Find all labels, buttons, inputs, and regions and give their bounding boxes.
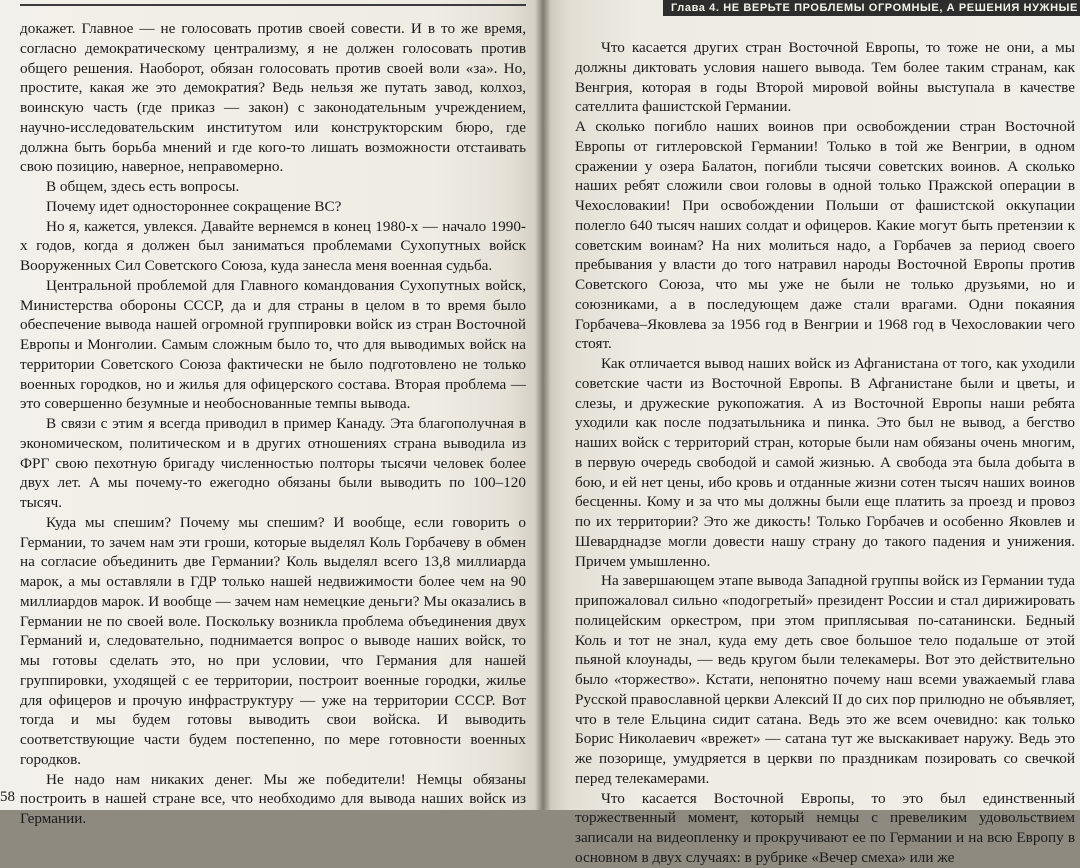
right-page xyxy=(543,0,1080,866)
paragraph: Не надо нам никаких денег. Мы же победители! Немцы обязаны построить в нашей стране все, что необходимо для вывода наших войск из Германии. xyxy=(20,770,526,827)
paragraph: Что касается других стран Восточной Европы, то тоже не они, а мы должны диктовать условия нашего вывода. Тем более таким странам, как Венгрия, которая в годы Второй мировой войны выступала в качестве сателлита фашистской Германии. xyxy=(575,39,1075,116)
running-head: Глава 4. НЕ ВЕРЬТЕ ПРОБЛЕМЫ ОГРОМНЫЕ, А РЕШЕНИЯ НУЖНЫЕ xyxy=(663,0,1080,16)
right-page-text xyxy=(575,38,1075,868)
paragraph: Но я, кажется, увлекся. Давайте вернемся в конец 1980-х — начало 1990-х годов, когда я должен был заниматься проблемами Сухопутных войск Вооруженных Сил Советского Союза, куда занесла меня военная судьба. xyxy=(20,217,526,274)
paragraph: Почему идет одностороннее сокращение ВС? xyxy=(46,197,342,215)
paragraph: Центральной проблемой для Главного командования Сухопутных войск, Министерства обороны СССР, да и для страны в целом в то время было обеспечение вывода нашей огромной группировки войск из стран Восточной Европы и Монголии. Самым сложным было то, что для выводимых войск на территории Советского Союза фактически не было подготовлено не только военных городков, но и жилья для офицерского состава. Вторая проблема — это совершенно безумные и необоснованные темпы вывода. xyxy=(20,276,526,413)
paragraph: докажет. Главное — не голосовать против своей совести. И в то же время, согласно демократическому централизму, я не должен голосовать против общего решения. Наоборот, обязан голосовать против своей воли «за». Но, простите, какая же это демократия? Ведь нельзя же путать завод, колхоз, воинскую часть (где приказ — закон) с законодательным учреждением, научно-исследовательским институтом или конструкторским бюро, где должна быть борьба мнений и где кого-то лишать возможности отстаивать свою позицию, наверное, неправомерно. xyxy=(20,20,526,176)
header-rule xyxy=(20,4,526,6)
left-page-text xyxy=(20,19,526,829)
paragraph: В связи с этим я всегда приводил в пример Канаду. Эта благополучная в экономическом, политическом и в других отношениях страна выводила из ФРГ свою пехотную бригаду численностью полторы тысячи человек более двух лет. А мы почему-то ежегодно обязаны были выводить по 100–120 тысяч. xyxy=(20,415,526,511)
paragraph: На завершающем этапе вывода Западной группы войск из Германии туда припожаловал сильно «подогретый» президент России и стал дирижировать полицейским оркестром, при этом приплясывая по-сатанински. Бедный Коль и тот не знал, куда ему деть свое большое тело подальше от этой пьяной клоунады, — ведь кругом были телекамеры. Вот это действительно было «торжество». Кстати, непонятно почему наш всеми уважаемый глава Русской православной церкви Алексий II до сих пор прилюдно не объявляет, что в теле Ельцина сидит сатана. Ведь это же всем очевидно: как только Борис Николаевич «врежет» — сатана тут же выскакивает наружу. Ведь это же позорище, умудряется в церкви по праздникам позировать со свечкой перед телекамерами. xyxy=(575,572,1075,787)
left-page xyxy=(0,0,543,827)
paragraph: А сколько погибло наших воинов при освобождении стран Восточной Европы от гитлеровской Германии! Только в той же Венгрии, в одном сражении у озера Балатон, погибли тысячи советских воинов. А сколько наших ребят сложили свои головы в одной только Пражской операции в Чехословакии! При освобождении Польши от фашистской оккупации полегло 640 тысяч наших солдат и офицеров. Какие могут быть претензии к советским воинам? На них молиться надо, а Горбачев за период своего пребывания у власти до того натравил народы Восточной Европы против Советского Союза, что мы уже не были не только друзьями, но и союзниками, а в последующем даже стали врагами. Одни покаяния Горбачева–Яковлева за 1956 год в Венгрии и 1968 год в Чехословакии чего стоят. xyxy=(575,118,1075,353)
paragraph: В общем, здесь есть вопросы. xyxy=(46,178,240,195)
paragraph: Что касается Восточной Европы, то это был единственный торжественный момент, который немцы с превеликим удовольствием записали на видеопленку и прокручивают ее по Германии и на всю Европу в основном в двух случаях: в рубрике «Вечер смеха» или же xyxy=(575,789,1075,866)
paragraph: Куда мы спешим? Почему мы спешим? И вообще, если говорить о Германии, то зачем нам эти гроши, которые выделял Коль Горбачеву в обмен на согласие объединить две Германии? Коль выделял всего 13,8 миллиарда марок, а мы оставляли в ГДР только нашей недвижимости более чем на 90 миллиардов марок. И вообще — зачем нам немецкие деньги? Мы оказались в Германии не по своей воле. Поскольку возникла проблема объединения двух Германий и, следовательно, поднимается вопрос о выводе наших войск, то мы готовы сделать это, но при условии, что Германия для нашей группировки, уходящей с ее территории, построит военные городки, жилье для офицеров и прочую инфраструктуру — уже на территории СССР. Вот тогда и мы будем готовы выводить свои войска. И выводить соответствующие части будем постепенно, по мере готовности военных городков. xyxy=(20,513,526,768)
page-number: 58 xyxy=(0,789,15,805)
paragraph: Как отличается вывод наших войск из Афганистана от того, как уходили советские части из Восточной Европы. В Афганистане были и цветы, и слезы, и дружеские рукопожатия. А из Восточной Европы наши ребята уходили как после подзатыльника и пинка. Это был не вывод, а бегство наших войск с территорий стран, которые были нам обязаны очень многим, в первую очередь свободой и самой жизнью. А свобода эта была добыта в бою, и ей нет цены, ибо кровь и отданные жизни сотен тысяч наших воинов бесценны. Кому и за что мы должны были еще платить за проезд и провоз по их территории? Это же дикость! Только Горбачев и особенно Яковлев и Шеварднадзе могли довести нашу страну до такого падения и унижения. Причем умышленно. xyxy=(575,355,1075,570)
